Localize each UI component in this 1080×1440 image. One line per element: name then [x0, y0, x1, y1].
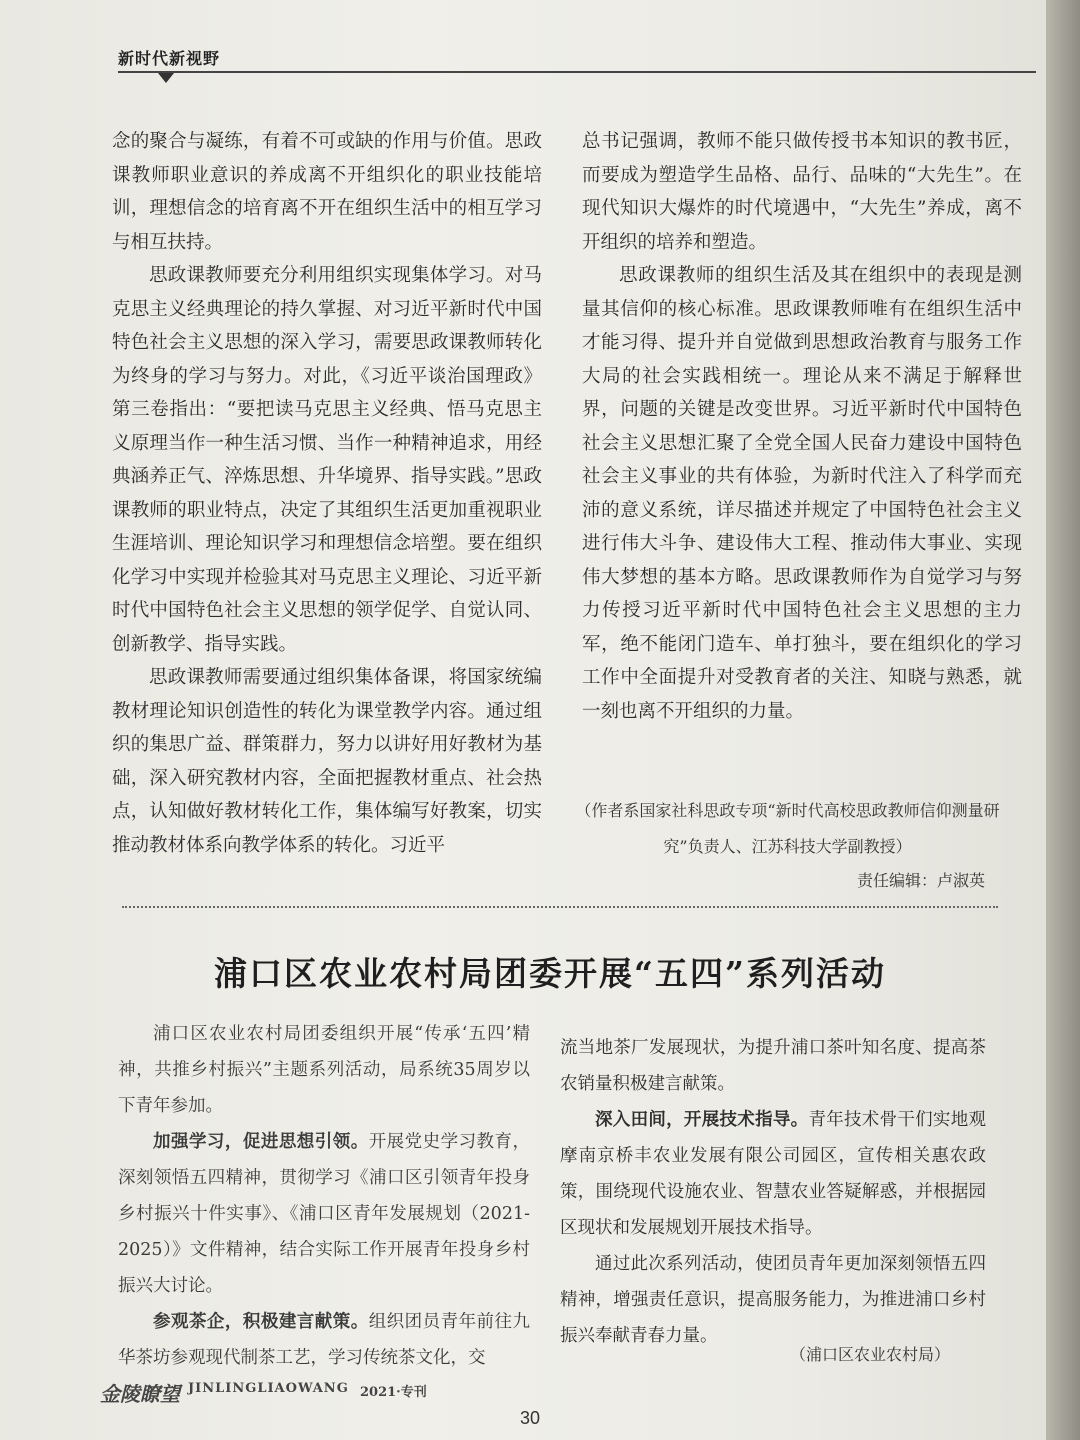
- paragraph: 流当地茶厂发展现状，为提升浦口茶叶知名度、提高茶农销量积极建言献策。: [560, 1038, 986, 1094]
- magazine-name: JINLINGLIAOWANG: [188, 1381, 349, 1396]
- paragraph-body: 开展党史学习教育，深刻领悟五四精神，贯彻学习《浦口区引领青年投身乡村振兴十件实事》、《浦口区青年发展规划（2021-2025）》文件精神，结合实际工作开展青年投身乡村振兴大讨论。: [118, 1132, 531, 1296]
- paragraph: 总书记强调，教师不能只做传授书本知识的教书匠，而要成为塑造学生品格、品行、品味的“大先生”。在现代知识大爆炸的时代境遇中，“大先生”养成，离不开组织的培养和塑造。: [582, 131, 1022, 253]
- paragraph-body: 组织团员青年前往九华茶坊参观现代制茶工艺，学习传统茶文化，交: [118, 1312, 531, 1368]
- article1-column-left: [112, 125, 542, 862]
- paragraph: 思政课教师需要通过组织集体备课，将国家统编教材理论知识创造性的转化为课堂教学内容。通过组织的集思广益、群策群力，努力以讲好用好教材为基础，深入研究教材内容，全面把握教材重点、社会热点，认知做好教材转化工作，集体编写好教案，切实推动教材体系向教学体系的转化。习近平: [112, 667, 542, 856]
- header-triangle-icon: [158, 73, 174, 83]
- paragraph: 思政课教师要充分利用组织实现集体学习。对马克思主义经典理论的持久掌握、对习近平新时代中国特色社会主义思想的深入学习，需要思政课教师转化为终身的学习与努力。对此，《习近平谈治国理政》第三卷指出：“要把读马克思主义经典、悟马克思主义原理当作一种生活习惯、当作一种精神追求，用经典涵养正气、淬炼思想、升华境界、指导实践。”思政课教师的职业特点，决定了其组织生活更加重视职业生涯培训、理论知识学习和理想信念培塑。要在组织化学习中实现并检验其对马克思主义理论、习近平新时代中国特色社会主义思想的领学促学、自觉认同、创新教学、指导实践。: [112, 265, 542, 655]
- article2-title: 浦口区农业农村局团委开展“五四”系列活动: [214, 954, 886, 993]
- paragraph-lead: 加强学习，促进思想引领。: [153, 1132, 369, 1152]
- paragraph-lead: 参观茶企，积极建言献策。: [153, 1312, 369, 1332]
- issue-label: 2021·专刊: [360, 1385, 427, 1400]
- paragraph: 浦口区农业农村局团委组织开展“传承‘五四’精神，共推乡村振兴”主题系列活动，局系统35周岁以下青年参加。: [118, 1024, 530, 1116]
- article2-source: （浦口区农业农村局）: [790, 1345, 951, 1364]
- paragraph: [560, 1102, 986, 1246]
- dotted-divider: [122, 906, 998, 908]
- section-header: 新时代新视野: [118, 49, 221, 68]
- author-byline: （作者系国家社科思政专项“新时代高校思政教师信仰测量研究”负责人、江苏科技大学副教授）: [575, 801, 1000, 856]
- magazine-logo: 金陵瞭望: [100, 1382, 180, 1406]
- paragraph-body: 青年技术骨干们实地观摩南京桥丰农业发展有限公司园区，宣传相关惠农政策，围绕现代设施农业、智慧农业答疑解惑，并根据园区现状和发展规划开展技术指导。: [560, 1110, 987, 1238]
- paragraph: [118, 1124, 530, 1304]
- paragraph: 念的聚合与凝练，有着不可或缺的作用与价值。思政课教师职业意识的养成离不开组织化的职业技能培训，理想信念的培育离不开在组织生活中的相互学习与相互扶持。: [112, 131, 542, 253]
- header-rule: [118, 71, 1036, 73]
- paragraph-lead: 深入田间，开展技术指导。: [595, 1110, 809, 1130]
- page-number: 30: [520, 1408, 541, 1428]
- article2-column-right: [560, 1030, 986, 1354]
- paragraph: [118, 1304, 530, 1376]
- article2-column-left: [118, 1016, 530, 1376]
- editor-credit: 责任编辑：卢淑英: [856, 871, 985, 890]
- paragraph: 通过此次系列活动，使团员青年更加深刻领悟五四精神，增强责任意识，提高服务能力，为推进浦口乡村振兴奉献青春力量。: [560, 1254, 986, 1346]
- article1-column-right: [582, 125, 1022, 728]
- page-edge: [1046, 0, 1080, 1440]
- paragraph: 思政课教师的组织生活及其在组织中的表现是测量其信仰的核心标准。思政课教师唯有在组织生活中才能习得、提升并自觉做到思想政治教育与服务工作大局的社会实践相统一。理论从来不满足于解释世界，问题的关键是改变世界。习近平新时代中国特色社会主义思想汇聚了全党全国人民奋力建设中国特色社会主义事业的共有体验，为新时代注入了科学而充沛的意义系统，详尽描述并规定了中国特色社会主义进行伟大斗争、建设伟大工程、推动伟大事业、实现伟大梦想的基本方略。思政课教师作为自觉学习与努力传授习近平新时代中国特色社会主义思想的主力军，绝不能闭门造车、单打独斗，要在组织化的学习工作中全面提升对受教育者的关注、知晓与熟悉，就一刻也离不开组织的力量。: [582, 265, 1022, 722]
